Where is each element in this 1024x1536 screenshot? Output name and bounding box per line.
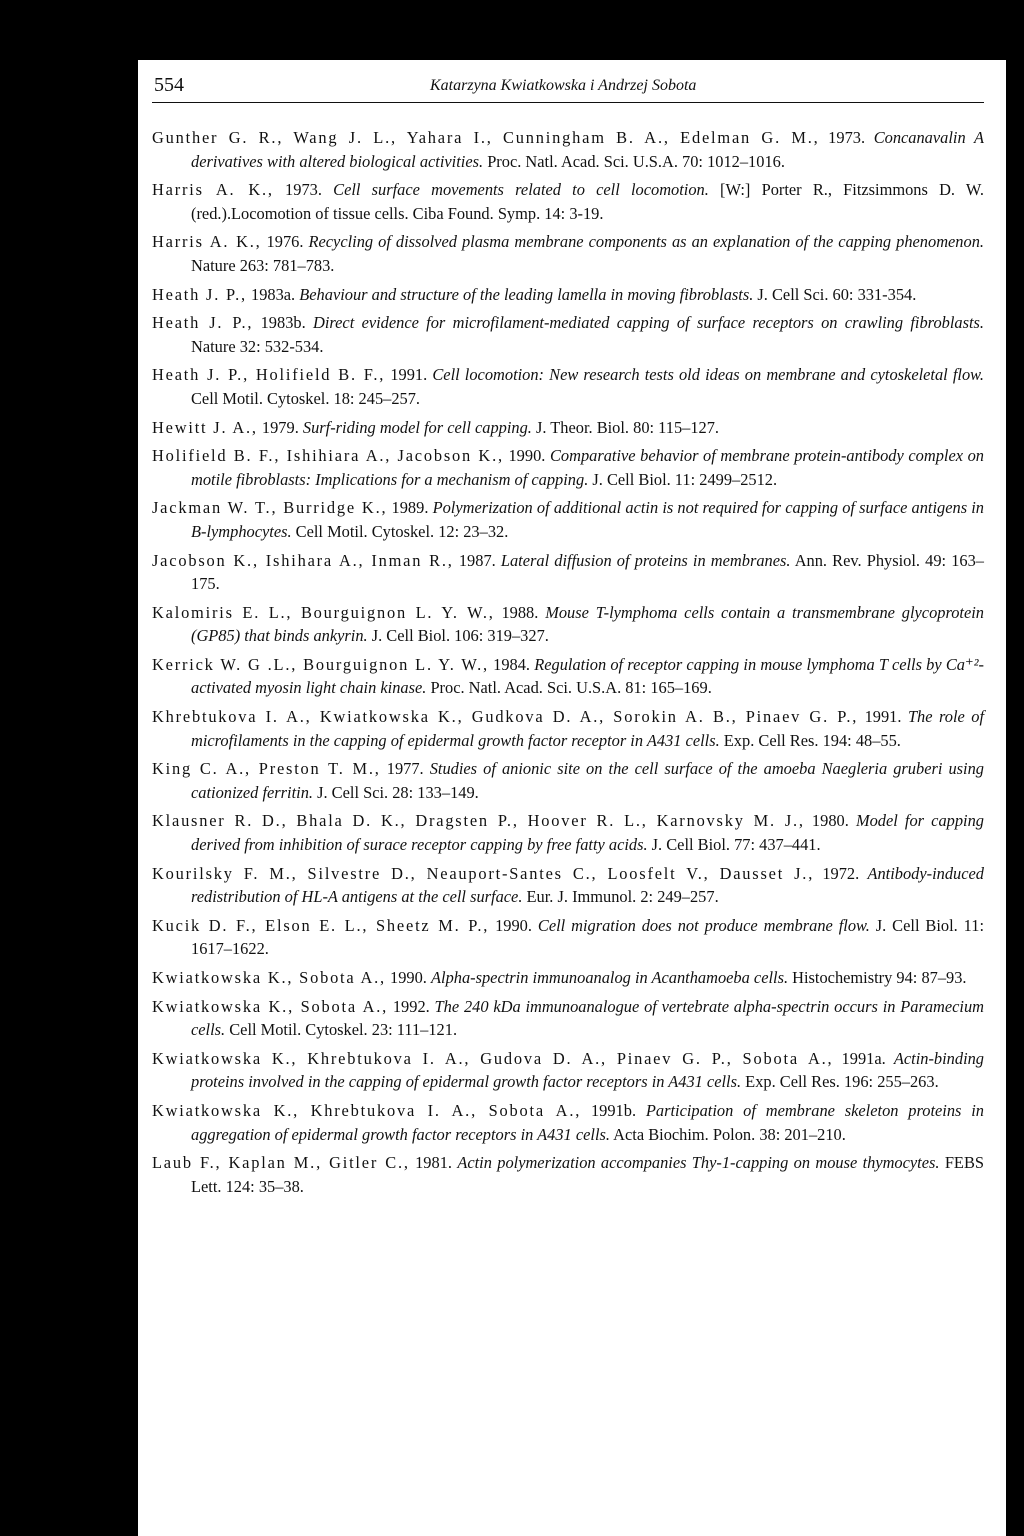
reference-authors: Klausner R. D., Bhala D. K., Dragsten P., Hoover R. L., Karnovsky M. J., (152, 811, 805, 831)
reference-source: [W:] Porter R., Fitzsimmons D. W. (red.).Locomotion of tissue cells. Ciba Found. Symp. 14: 3-19. (191, 180, 984, 223)
reference-authors: Jacobson K., Ishihara A., Inman R., (152, 550, 454, 570)
reference-year: 1984. (488, 654, 535, 674)
reference-authors: Kwiatkowska K., Sobota A., (152, 968, 386, 987)
reference-entry (152, 914, 984, 961)
reference-title: Direct evidence for microfilament-mediated capping of surface receptors on crawling fibroblasts. (313, 313, 984, 333)
reference-entry (152, 549, 984, 596)
reference-source: Cell Motil. Cytoskel. 12: 23–32. (291, 521, 509, 541)
reference-source: Nature 263: 781–783. (191, 255, 335, 275)
reference-year: 1981. (409, 1153, 458, 1173)
reference-title: Regulation of receptor capping in mouse lymphoma T cells by Ca⁺²-activated myosin light chain kinase. (191, 654, 985, 698)
reference-authors: Harris A. K., (152, 232, 262, 252)
reference-source: Eur. J. Immunol. 2: 249–257. (522, 887, 719, 907)
reference-entry (152, 178, 984, 225)
reference-title: The 240 kDa immunoanalogue of vertebrate alpha-spectrin occurs in Paramecium cells. (191, 996, 985, 1040)
reference-year: 1977. (380, 759, 430, 779)
reference-year: 1983a. (246, 284, 300, 304)
reference-title: Mouse T-lymphoma cells contain a transmembrane glycoprotein (GP85) that binds ankyrin. (191, 602, 985, 646)
reference-title: Model for capping derived from inhibition of surace receptor capping by free fatty acids. (191, 811, 984, 855)
reference-authors: Heath J. P., (152, 313, 254, 333)
reference-source: J. Cell Biol. 77: 437–441. (647, 835, 821, 855)
reference-authors: Laub F., Kaplan M., Gitler C., (152, 1153, 410, 1173)
reference-source: Histochemistry 94: 87–93. (788, 968, 967, 987)
reference-title: Lateral diffusion of proteins in membranes. (500, 550, 791, 570)
reference-source: J. Cell Biol. 11: 2499–2512. (588, 469, 778, 489)
reference-authors: Jackman W. T., Burridge K., (152, 498, 388, 518)
reference-entry (152, 444, 984, 491)
reference-authors: Kwiatkowska K., Sobota A., (152, 996, 389, 1016)
reference-year: 1988. (494, 602, 546, 622)
reference-source: Cell Motil. Cytoskel. 23: 111–121. (225, 1020, 458, 1040)
page-number: 554 (154, 74, 184, 96)
reference-authors: Kwiatkowska K., Khrebtukova I. A., Gudova D. A., Pinaev G. P., Sobota A., (152, 1048, 834, 1068)
reference-source: J. Cell Sci. 28: 133–149. (313, 782, 479, 802)
reference-source: J. Cell Biol. 11: 1617–1622. (191, 915, 985, 959)
reference-source: J. Theor. Biol. 80: 115–127. (531, 417, 720, 437)
reference-year: 1992. (388, 996, 435, 1016)
reference-entry (152, 705, 984, 752)
reference-authors: Harris A. K., (152, 180, 274, 200)
reference-title: Behaviour and structure of the leading lamella in moving fibroblasts. (299, 284, 754, 304)
reference-authors: Holifield B. F., Ishihiara A., Jacobson K., (152, 446, 504, 466)
reference-entry (152, 862, 984, 909)
reference-entry (152, 1151, 984, 1198)
reference-authors: Kourilsky F. M., Silvestre D., Neauport-Santes C., Loosfelt V., Dausset J., (152, 863, 815, 883)
reference-source: Proc. Natl. Acad. Sci. U.S.A. 81: 165–169. (426, 678, 712, 698)
running-head: Katarzyna Kwiatkowska i Andrzej Sobota (430, 77, 697, 94)
reference-entry (152, 757, 984, 804)
reference-title: Alpha-spectrin immunoanalog in Acanthamoeba cells. (431, 968, 789, 987)
reference-entry (152, 653, 984, 700)
reference-entry (152, 601, 984, 648)
reference-year: 1989. (387, 498, 433, 518)
reference-source: Proc. Natl. Acad. Sci. U.S.A. 70: 1012–1016. (483, 151, 785, 171)
reference-title: The role of microfilaments in the capping of epidermal growth factor receptor in A431 cells. (191, 707, 984, 750)
reference-title: Actin polymerization accompanies Thy-1-capping on mouse thymocytes. (457, 1153, 940, 1173)
reference-entry (152, 363, 984, 410)
reference-source: Nature 32: 532-534. (191, 336, 324, 356)
reference-title: Comparative behavior of membrane protein-antibody complex on motile fibroblasts: Implications for a mechanism of capping. (191, 446, 984, 489)
reference-year: 1973. (819, 128, 874, 147)
reference-source: Ann. Rev. Physiol. 49: 163–175. (191, 550, 985, 594)
reference-entry (152, 311, 984, 358)
reference-year: 1991. (385, 365, 433, 385)
reference-source: Exp. Cell Res. 194: 48–55. (719, 730, 901, 750)
reference-title: Polymerization of additional actin is not required for capping of surface antigens in B-lymphocytes. (191, 498, 984, 541)
reference-title: Concanavalin A derivatives with altered biological activities. (191, 128, 984, 171)
reference-authors: Kucik D. F., Elson E. L., Sheetz M. P., (152, 915, 490, 935)
reference-year: 1976. (261, 232, 309, 252)
reference-authors: Hewitt J. A., (152, 417, 258, 437)
reference-authors: Kalomiris E. L., Bourguignon L. Y. W., (152, 602, 495, 622)
reference-entry (152, 995, 984, 1042)
reference-year: 1991. (858, 707, 908, 727)
reference-authors: Heath J. P., Holifield B. F., (152, 365, 386, 385)
reference-authors: Gunther G. R., Wang J. L., Yahara I., Cunningham B. A., Edelman G. M., (152, 128, 820, 147)
reference-year: 1983b. (253, 313, 313, 333)
paper-page (138, 60, 1006, 1536)
reference-source: J. Cell Biol. 106: 319–327. (367, 626, 549, 646)
reference-list (152, 126, 984, 1203)
reference-year: 1991a. (833, 1048, 894, 1068)
reference-title: Recycling of dissolved plasma membrane components as an explanation of the capping phenomenon. (308, 232, 984, 252)
reference-entry (152, 230, 984, 277)
reference-entry (152, 496, 984, 543)
reference-entry (152, 126, 984, 173)
reference-year: 1973. (273, 180, 334, 200)
reference-entry (152, 1099, 984, 1146)
reference-source: J. Cell Sci. 60: 331-354. (753, 284, 917, 304)
reference-year: 1987. (453, 550, 501, 570)
reference-authors: Kerrick W. G .L., Bourguignon L. Y. W., (152, 654, 489, 674)
reference-source: Exp. Cell Res. 196: 255–263. (741, 1072, 939, 1092)
reference-entry (152, 809, 984, 856)
reference-authors: Kwiatkowska K., Khrebtukova I. A., Sobota A., (152, 1100, 582, 1120)
reference-year: 1972. (814, 863, 868, 883)
reference-year: 1979. (257, 417, 303, 437)
page-header (152, 72, 984, 103)
reference-entry (152, 283, 984, 307)
reference-entry (152, 1047, 984, 1094)
reference-authors: Heath J. P., (152, 284, 247, 304)
reference-source: FEBS Lett. 124: 35–38. (191, 1153, 984, 1196)
reference-title: Cell surface movements related to cell locomotion. (333, 180, 709, 200)
reference-year: 1991b. (581, 1100, 646, 1120)
reference-entry (152, 966, 984, 990)
reference-title: Antibody-induced redistribution of HL-A antigens at the cell surface. (191, 863, 984, 907)
reference-source: Cell Motil. Cytoskel. 18: 245–257. (191, 388, 421, 408)
reference-authors: King C. A., Preston T. M., (152, 759, 381, 779)
reference-year: 1990. (503, 446, 550, 466)
reference-authors: Khrebtukova I. A., Kwiatkowska K., Gudkova D. A., Sorokin A. B., Pinaev G. P., (152, 707, 859, 727)
reference-title: Cell migration does not produce membrane flow. (537, 915, 870, 935)
reference-title: Cell locomotion: New research tests old ideas on membrane and cytoskeletal flow. (432, 365, 984, 385)
reference-year: 1990. (489, 915, 538, 935)
reference-title: Surf-riding model for cell capping. (302, 417, 532, 437)
reference-year: 1980. (804, 811, 856, 831)
reference-title: Actin-binding proteins involved in the capping of epidermal growth factor receptors in A431 cells. (191, 1048, 985, 1092)
reference-entry (152, 416, 984, 440)
reference-source: Acta Biochim. Polon. 38: 201–210. (609, 1124, 846, 1144)
reference-title: Studies of anionic site on the cell surface of the amoeba Naegleria gruberi using cationized ferritin. (191, 759, 985, 802)
reference-year: 1990. (385, 968, 431, 987)
reference-title: Participation of membrane skeleton proteins in aggregation of epidermal growth factor receptors in A431 cells. (191, 1100, 985, 1144)
